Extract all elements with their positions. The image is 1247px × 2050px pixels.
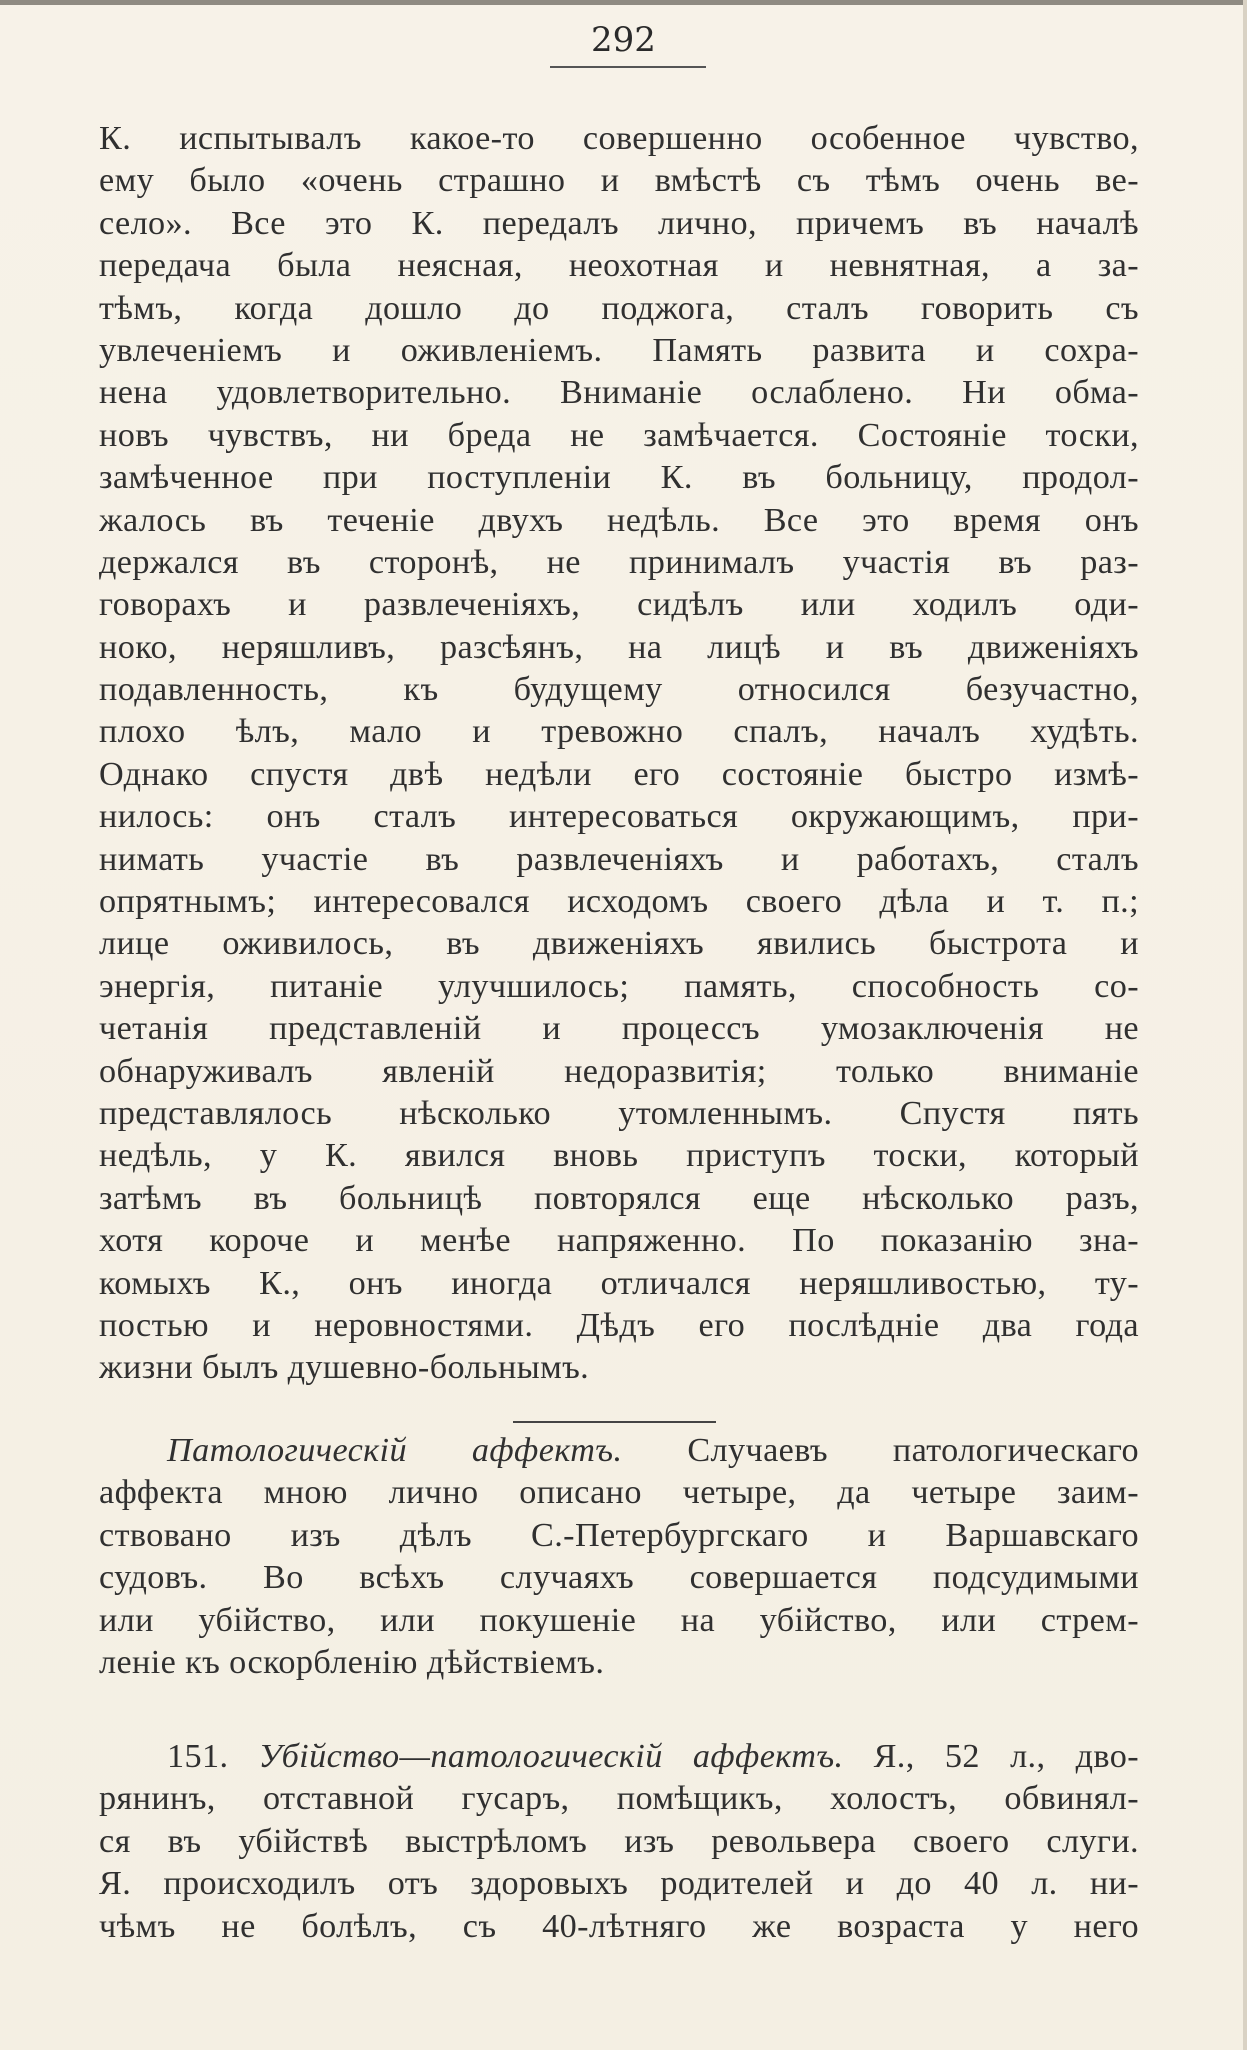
text-line-first [99,1736,1139,1778]
case-heading: Убійство—патологическій аффектъ. [258,1738,844,1775]
text-line: рянинъ, отставной гусаръ, помѣщикъ, холостъ, обвинял- [99,1780,1139,1818]
text-line: нилось: онъ сталъ интересоваться окружающимъ, при- [99,798,1139,836]
text-line: увлеченіемъ и оживленіемъ. Память развита и сохра- [99,331,1139,369]
text-line: энергія, питаніе улучшилось; память, способность со- [99,967,1139,1005]
page-number-rule [550,66,706,68]
text-line-first [99,1430,1139,1472]
text-line: ему было «очень страшно и вмѣстѣ съ тѣмъ очень ве- [99,162,1139,200]
text-line: недѣль, у К. явился вновь приступъ тоски, который [99,1137,1139,1175]
text-line: леніе къ оскорбленію дѣйствіемъ. [99,1643,605,1681]
text-line: опрятнымъ; интересовался исходомъ своего дѣла и т. п.; [99,883,1139,921]
text-line: говорахъ и развлеченіяхъ, сидѣлъ или ходилъ оди- [99,586,1139,624]
paragraph-case-continuation [99,118,1139,1390]
text-line: передача была неясная, неохотная и невнятная, а за- [99,247,1139,285]
text-line: хотя короче и менѣе напряженно. По показанію зна- [99,1222,1139,1260]
text-line: четанія представленій и процессъ умозаключенія не [99,1010,1139,1048]
text-line: чѣмъ не болѣлъ, съ 40-лѣтняго же возраста у него [99,1907,1139,1945]
text-line: плохо ѣлъ, мало и тревожно спалъ, началъ худѣть. [99,713,1139,751]
paragraph-pathological-affect [99,1430,1139,1684]
text-line: ноко, неряшливъ, разсѣянъ, на лицѣ и въ движеніяхъ [99,628,1139,666]
text-line: ся въ убійствѣ выстрѣломъ изъ револьвера своего слуги. [99,1822,1139,1860]
page-top-edge [0,0,1247,5]
text-line: нимать участіе въ развлеченіяхъ и работахъ, сталъ [99,840,1139,878]
text-line: или убійство, или покушеніе на убійство, или стрем- [99,1601,1139,1639]
text-run: Случаевъ патологическаго [687,1432,1139,1469]
text-line: село». Все это К. передалъ лично, причемъ въ началѣ [99,204,1139,242]
text-line: Я. происходилъ отъ здоровыхъ родителей и до 40 л. ни- [99,1865,1139,1903]
text-line: ствовано изъ дѣлъ С.-Петербургскаго и Варшавскаго [99,1516,1139,1554]
section-divider [513,1421,716,1423]
text-line: держался въ сторонѣ, не принималъ участія въ раз- [99,543,1139,581]
text-run: Я., 52 л., дво- [873,1738,1139,1775]
text-line: замѣченное при поступленіи К. въ больницу, продол- [99,459,1139,497]
paragraph-case-151 [99,1736,1139,1948]
text-line: нена удовлетворительно. Вниманіе ослаблено. Ни обма- [99,374,1139,412]
section-heading: Патологическій аффектъ. [167,1432,623,1469]
text-line: обнаруживалъ явленій недоразвитія; только вниманіе [99,1052,1139,1090]
text-line: затѣмъ въ больницѣ повторялся еще нѣсколько разъ, [99,1179,1139,1217]
text-line: постью и неровностями. Дѣдъ его послѣдніе два года [99,1306,1139,1344]
text-line: аффекта мною лично описано четыре, да четыре заим- [99,1474,1139,1512]
text-line: тѣмъ, когда дошло до поджога, сталъ говорить съ [99,289,1139,327]
text-line: Однако спустя двѣ недѣли его состояніе быстро измѣ- [99,755,1139,793]
case-number: 151. [167,1738,229,1775]
page-number: 292 [591,20,656,60]
text-line: лице оживилось, въ движеніяхъ явились быстрота и [99,925,1139,963]
text-line: судовъ. Во всѣхъ случаяхъ совершается подсудимыми [99,1559,1139,1597]
text-line: подавленность, къ будущему относился безучастно, [99,671,1139,709]
text-line: новъ чувствъ, ни бреда не замѣчается. Состояніе тоски, [99,416,1139,454]
page-side-edge [1243,0,1247,2050]
text-line: комыхъ К., онъ иногда отличался неряшливостью, ту- [99,1264,1139,1302]
text-line: жалось въ теченіе двухъ недѣль. Все это время онъ [99,501,1139,539]
text-line: жизни былъ душевно-больнымъ. [99,1349,590,1387]
text-line: представлялось нѣсколько утомленнымъ. Спустя пять [99,1094,1139,1132]
text-line: К. испытывалъ какое-то совершенно особенное чувство, [99,120,1139,157]
